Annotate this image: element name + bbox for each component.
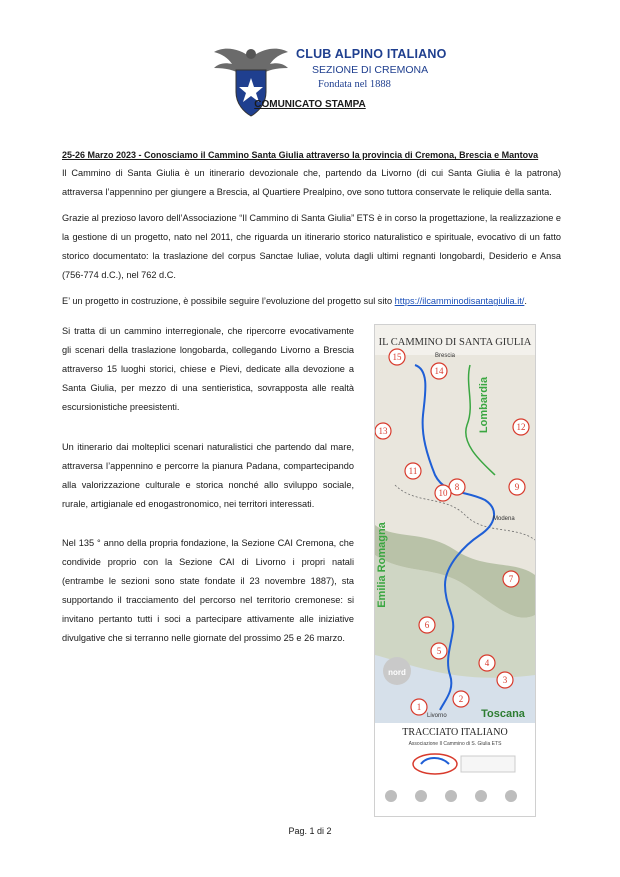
page-number: Pag. 1 di 2 xyxy=(288,826,332,836)
route-stop-number: 10 xyxy=(438,488,448,498)
column-paragraph-3: Nel 135 ° anno della propria fondazione, la Sezione CAI Cremona, che condivide proprio con la Sezione CAI di Livorno i propri natali (entrambe le sezioni sono state fondate il 23 novembre 1887), sta supportando il tracciamento del percorso nel territorio cremonese: si invitano pertanto tutti i soci a partecipare attivamente alle iniziative divulgative che si terranno nelle giornate del prossimo 25 e 26 marzo. xyxy=(62,538,354,643)
region-toscana: Toscana xyxy=(481,708,525,720)
route-stop-number: 2 xyxy=(458,694,464,704)
city-brescia: Brescia xyxy=(435,353,456,359)
org-founded: Fondata nel 1888 xyxy=(318,79,391,90)
route-stop-number: 3 xyxy=(502,675,508,685)
website-link[interactable]: https://ilcamminodisantagiulia.it/ xyxy=(394,296,525,306)
org-section: SEZIONE DI CREMONA xyxy=(312,64,429,76)
route-stop-number: 11 xyxy=(408,466,418,476)
poster-footer-title: TRACCIATO ITALIANO xyxy=(402,727,508,738)
column-paragraph-1: Si tratta di un cammino interregionale, che ripercorre evocativamente gli scenari della traslazione longobarda, collegando Livorno a Brescia attraverso 15 luoghi storici, chiese e Pievi, dedicate alla devozione a Santa Giulia, per mezzo di una sentieristica, sovrapposta alle realtà escursionistiche preesistenti. xyxy=(62,326,354,412)
route-stop-number: 7 xyxy=(508,574,514,584)
region-lombardia: Lombardia xyxy=(478,376,490,434)
article-title: 25-26 Marzo 2023 - Conosciamo il Cammino Santa Giulia attraverso la provincia di Cremona, Brescia e Mantova xyxy=(62,150,539,160)
poster-title: IL CAMMINO DI SANTA GIULIA xyxy=(378,337,532,348)
city-livorno: Livorno xyxy=(427,713,447,719)
route-stop-number: 8 xyxy=(454,482,460,492)
org-name: CLUB ALPINO ITALIANO xyxy=(296,47,447,61)
paragraph-2: Grazie al prezioso lavoro dell’Associazione “Il Cammino di Santa Giulia” ETS è in corso la progettazione, la realizzazione e la gestione di un progetto, nato nel 2011, che riguarda un itinerario storico naturalistico e spirituale, evocativo di un fatto storico documentato: la traslazione del corpus Sanctae Iuliae, voluta dagli ultimi regnanti longobardi, Desiderio e Ansa (756-774 d.C.), nel 762 d.C. xyxy=(62,213,561,280)
column-paragraph-2: Un itinerario dai molteplici scenari naturalistici che partendo dal mare, attraversa l’appennino e percorre la pianura Padana, compartecipando alla valorizzazione culturale e storica nonché allo sviluppo sociale, rurale, artigianale ed enogastronomico, nei territori interessati. xyxy=(62,442,354,509)
route-stop-number: 6 xyxy=(424,620,430,630)
route-stop-number: 15 xyxy=(392,352,402,362)
sponsor-logos xyxy=(374,748,536,817)
route-stop-number: 9 xyxy=(514,482,520,492)
route-stop-number: 12 xyxy=(516,422,526,432)
route-stop-number: 4 xyxy=(484,658,490,668)
press-release-heading: COMUNICATO STAMPA xyxy=(254,99,366,110)
poster-footer-assoc: Associazione Il Cammino di S. Giulia ETS xyxy=(408,741,502,747)
route-stop-number: 13 xyxy=(378,426,388,436)
route-map-poster xyxy=(374,324,536,750)
route-stop-number: 5 xyxy=(436,646,442,656)
paragraph-3: E’ un progetto in costruzione, è possibile seguire l’evoluzione del progetto sul sito https://ilcamminodisantagiulia.it/. xyxy=(62,296,527,306)
region-emilia: Emilia Romagna xyxy=(376,522,388,608)
paragraph-1: Il Cammino di Santa Giulia è un itinerario devozionale che, partendo da Livorno (di cui Santa Giulia è la patrona) attraversa l’appennino per giungere a Brescia, al Quartiere Prealpino, ove sono tuttora conservate le reliquie della santa. xyxy=(62,168,561,197)
compass-label: nord xyxy=(388,668,406,677)
route-stop-number: 14 xyxy=(434,366,444,376)
route-stop-number: 1 xyxy=(416,702,422,712)
city-modena: Modena xyxy=(493,516,515,522)
